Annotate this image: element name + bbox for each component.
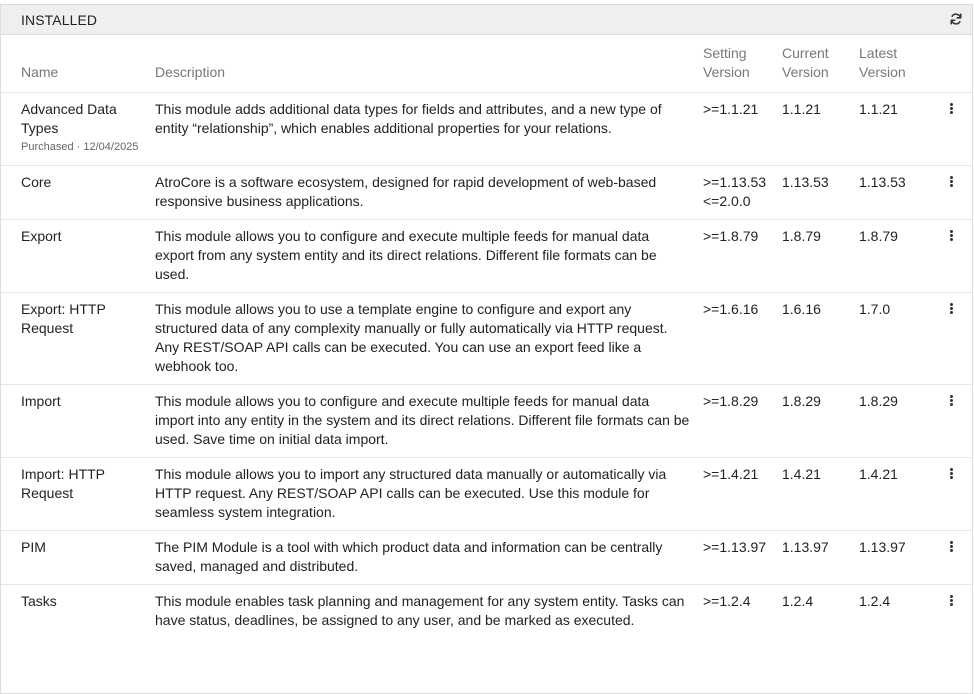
module-current-version: 1.6.16 bbox=[782, 293, 859, 385]
modules-table bbox=[1, 35, 972, 638]
module-setting-version bbox=[703, 93, 782, 166]
module-description: This module allows you to configure and execute multiple feeds for manual data import into any entity in the system and its direct relations. Different file formats can be used. Save time on initial data import. bbox=[155, 385, 703, 458]
column-header-latest-version bbox=[859, 35, 946, 93]
kebab-menu-icon[interactable] bbox=[946, 594, 956, 608]
kebab-menu-icon[interactable] bbox=[946, 229, 956, 243]
column-header-name: Name bbox=[21, 64, 59, 80]
module-name-cell bbox=[1, 385, 155, 458]
module-name-cell bbox=[1, 531, 155, 585]
setting-version-requirement: >=1.8.79 bbox=[703, 228, 759, 244]
row-actions-cell bbox=[946, 531, 972, 585]
module-name: Advanced Data Types bbox=[21, 101, 117, 136]
row-actions-cell bbox=[946, 293, 972, 385]
setting-version-requirement: >=1.6.16 bbox=[703, 301, 759, 317]
column-header-actions bbox=[946, 35, 972, 93]
module-name-cell bbox=[1, 585, 155, 639]
module-name: Export: HTTP Request bbox=[21, 301, 106, 336]
table-header-row bbox=[1, 35, 972, 93]
table-row bbox=[1, 93, 972, 166]
refresh-icon[interactable] bbox=[948, 11, 964, 27]
column-header-setting-version-line1: Setting bbox=[703, 45, 747, 61]
module-setting-version bbox=[703, 531, 782, 585]
kebab-menu-icon[interactable] bbox=[946, 394, 956, 408]
module-latest-version: 1.8.29 bbox=[859, 385, 946, 458]
module-current-version: 1.8.79 bbox=[782, 220, 859, 293]
module-latest-version: 1.7.0 bbox=[859, 293, 946, 385]
table-row bbox=[1, 458, 972, 531]
setting-version-requirement: >=1.4.21 bbox=[703, 466, 759, 482]
row-actions-cell bbox=[946, 385, 972, 458]
installed-modules-panel bbox=[0, 4, 973, 694]
setting-version-requirement: >=1.13.97 bbox=[703, 539, 767, 555]
module-setting-version bbox=[703, 220, 782, 293]
module-name: Import bbox=[21, 393, 61, 409]
kebab-menu-icon[interactable] bbox=[946, 302, 956, 316]
module-name: Export bbox=[21, 228, 62, 244]
table-row bbox=[1, 585, 972, 639]
module-name-cell bbox=[1, 220, 155, 293]
kebab-menu-icon[interactable] bbox=[946, 467, 956, 481]
module-description: This module allows you to import any structured data manually or automatically via HTTP request. Any REST/SOAP API calls can be executed. Use this module for seamless system integration. bbox=[155, 458, 703, 531]
module-latest-version: 1.13.53 bbox=[859, 166, 946, 220]
module-description: This module adds additional data types for fields and attributes, and a new type of entity “relationship”, which enables additional properties for your relations. bbox=[155, 93, 703, 166]
module-name: Import: HTTP Request bbox=[21, 466, 105, 501]
column-header-setting-version bbox=[703, 35, 782, 93]
row-actions-cell bbox=[946, 585, 972, 639]
table-row bbox=[1, 220, 972, 293]
module-description: AtroCore is a software ecosystem, designed for rapid development of web-based responsive business applications. bbox=[155, 166, 703, 220]
module-current-version: 1.1.21 bbox=[782, 93, 859, 166]
setting-version-requirement: >=1.13.53 bbox=[703, 174, 767, 190]
column-header-current-version-line2: Version bbox=[782, 64, 829, 80]
panel-header bbox=[1, 5, 972, 35]
module-latest-version: 1.8.79 bbox=[859, 220, 946, 293]
module-name-cell bbox=[1, 93, 155, 166]
module-description: This module allows you to configure and execute multiple feeds for manual data export from any system entity and its direct relations. Different file formats can be used. bbox=[155, 220, 703, 293]
column-header-description: Description bbox=[155, 64, 226, 80]
module-description: This module allows you to use a template engine to configure and export any structured data of any complexity manually or fully automatically via HTTP request. Any REST/SOAP API calls can be executed. You can use an export feed like a webhook too. bbox=[155, 293, 703, 385]
kebab-menu-icon[interactable] bbox=[946, 175, 956, 189]
module-name: PIM bbox=[21, 539, 46, 555]
row-actions-cell bbox=[946, 220, 972, 293]
setting-version-requirement: <=2.0.0 bbox=[703, 193, 751, 209]
table-row bbox=[1, 531, 972, 585]
column-header-current-version-line1: Current bbox=[782, 45, 829, 61]
kebab-menu-icon[interactable] bbox=[946, 102, 956, 116]
setting-version-requirement: >=1.2.4 bbox=[703, 593, 751, 609]
column-header-latest-version-line2: Version bbox=[859, 64, 906, 80]
column-header-setting-version-line2: Version bbox=[703, 64, 750, 80]
module-name-cell bbox=[1, 293, 155, 385]
module-purchase-info: Purchased · 12/04/2025 bbox=[21, 141, 139, 153]
column-header-latest-version-line1: Latest bbox=[859, 45, 898, 61]
module-current-version: 1.2.4 bbox=[782, 585, 859, 639]
module-setting-version bbox=[703, 585, 782, 639]
row-actions-cell bbox=[946, 458, 972, 531]
setting-version-requirement: >=1.8.29 bbox=[703, 393, 759, 409]
table-row bbox=[1, 166, 972, 220]
column-header-current-version bbox=[782, 35, 859, 93]
table-row bbox=[1, 385, 972, 458]
module-latest-version: 1.1.21 bbox=[859, 93, 946, 166]
kebab-menu-icon[interactable] bbox=[946, 540, 956, 554]
module-setting-version bbox=[703, 458, 782, 531]
module-name: Tasks bbox=[21, 593, 57, 609]
panel-title: INSTALLED bbox=[21, 12, 98, 28]
module-setting-version bbox=[703, 385, 782, 458]
module-current-version: 1.8.29 bbox=[782, 385, 859, 458]
row-actions-cell bbox=[946, 93, 972, 166]
module-setting-version bbox=[703, 293, 782, 385]
module-latest-version: 1.2.4 bbox=[859, 585, 946, 639]
table-row bbox=[1, 293, 972, 385]
row-actions-cell bbox=[946, 166, 972, 220]
module-description: The PIM Module is a tool with which product data and information can be centrally saved, managed and distributed. bbox=[155, 531, 703, 585]
module-description: This module enables task planning and management for any system entity. Tasks can have status, deadlines, be assigned to any user, and be marked as executed. bbox=[155, 585, 703, 639]
module-current-version: 1.13.97 bbox=[782, 531, 859, 585]
setting-version-requirement: >=1.1.21 bbox=[703, 101, 759, 117]
module-name-cell bbox=[1, 166, 155, 220]
module-latest-version: 1.13.97 bbox=[859, 531, 946, 585]
module-current-version: 1.4.21 bbox=[782, 458, 859, 531]
module-current-version: 1.13.53 bbox=[782, 166, 859, 220]
module-latest-version: 1.4.21 bbox=[859, 458, 946, 531]
module-name: Core bbox=[21, 174, 52, 190]
module-setting-version bbox=[703, 166, 782, 220]
module-name-cell bbox=[1, 458, 155, 531]
